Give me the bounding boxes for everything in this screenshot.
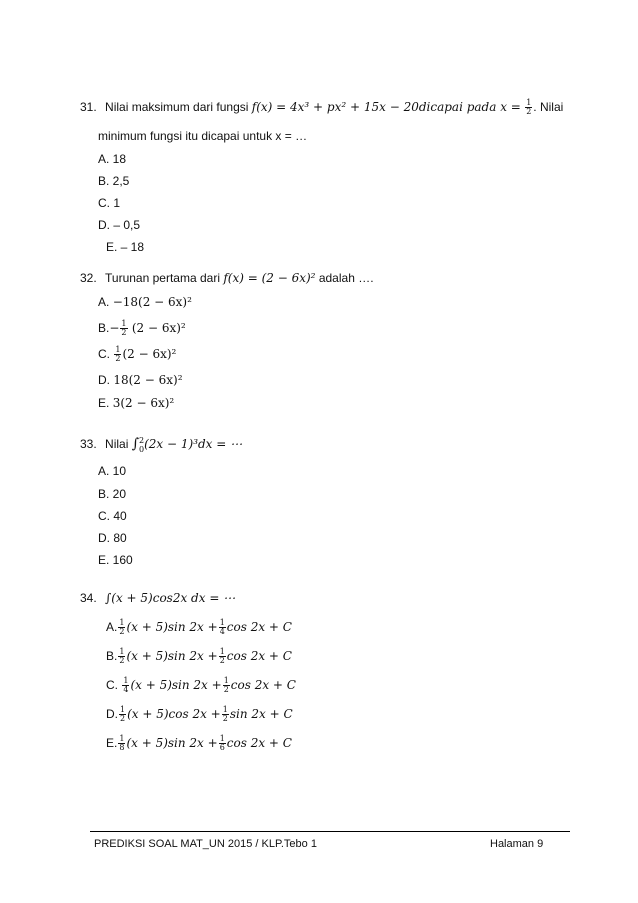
- q33-intro: Nilai: [105, 437, 129, 452]
- q31-line2: minimum fungsi itu dicapai untuk x = …: [98, 129, 308, 143]
- footer-left: PREDIKSI SOAL MAT_UN 2015 / KLP.Tebo 1: [94, 838, 317, 850]
- q32-option-c: C. $\frac{1}{2}$ (2 − 6x)²: [98, 345, 177, 364]
- q31-line1: [80, 99, 563, 116]
- q31-formula: f(x) = 4x³ + px² + 15x − 20dicapai pada x =: [251, 100, 521, 114]
- q34-option-a: A. $\frac{1}{2}$ (x + 5)sin 2x + $\frac{1}{4}$ cos 2x + C: [106, 618, 292, 637]
- q31-option-e: E. – 18: [106, 240, 145, 254]
- q34-line1: [80, 590, 235, 606]
- q31-fraction: $\frac{1}{2}$: [526, 98, 532, 117]
- q32-number: 32.: [80, 271, 97, 285]
- q34-option-b: B. $\frac{1}{2}$ (x + 5)sin 2x + $\frac{1}{2}$ cos 2x + C: [106, 647, 292, 666]
- q34-option-c: C. $\frac{1}{4}$ (x + 5)sin 2x + $\frac{1}{2}$ cos 2x + C: [106, 676, 296, 695]
- q32-formula: f(x) = (2 − 6x)²: [223, 271, 316, 285]
- q32-after: adalah ….: [318, 271, 374, 285]
- footer-page-number: Halaman 9: [490, 838, 544, 850]
- q32-line1: [80, 270, 374, 286]
- q34-number: 34.: [80, 591, 97, 605]
- integral-sign: ∫: [131, 436, 140, 453]
- q32-option-b: B.− $\frac{1}{2}$ (2 − 6x)²: [98, 319, 186, 338]
- q31-intro: Nilai maksimum dari fungsi: [105, 100, 249, 114]
- q33-number: 33.: [80, 437, 97, 452]
- q33-formula: (2x − 1)³dx = ⋯: [144, 437, 243, 452]
- q31-option-b: B. 2,5: [98, 174, 130, 188]
- q32-option-e: E. 3(2 − 6x)²: [98, 396, 175, 410]
- q33-option-b: B. 20: [98, 487, 127, 501]
- q32-option-d: D. 18(2 − 6x)²: [98, 373, 183, 387]
- q32-intro: Turunan pertama dari: [105, 271, 220, 285]
- q33-bounds: 2 0: [139, 436, 145, 454]
- q31-option-a: A. 18: [98, 152, 127, 166]
- q31-number: 31.: [80, 100, 97, 114]
- q34-formula: ∫(x + 5)cos2x dx = ⋯: [105, 591, 236, 605]
- q34-option-e: E. $\frac{1}{8}$ (x + 5)sin 2x + $\frac{1}{6}$ cos 2x + C: [106, 734, 292, 753]
- footer-divider: [90, 831, 570, 832]
- q32-option-a: A. −18(2 − 6x)²: [98, 295, 192, 309]
- q33-line1: [80, 436, 242, 454]
- q33-option-e: E. 160: [98, 553, 133, 567]
- q31-after: . Nilai: [533, 100, 564, 114]
- q34-option-d: D. $\frac{1}{2}$ (x + 5)cos 2x + $\frac{1}{2}$ sin 2x + C: [106, 705, 293, 724]
- q33-option-c: C. 40: [98, 509, 127, 523]
- q31-option-c: C. 1: [98, 196, 121, 210]
- q33-option-d: D. 80: [98, 531, 127, 545]
- q31-option-d: D. – 0,5: [98, 218, 141, 232]
- q33-option-a: A. 10: [98, 464, 127, 478]
